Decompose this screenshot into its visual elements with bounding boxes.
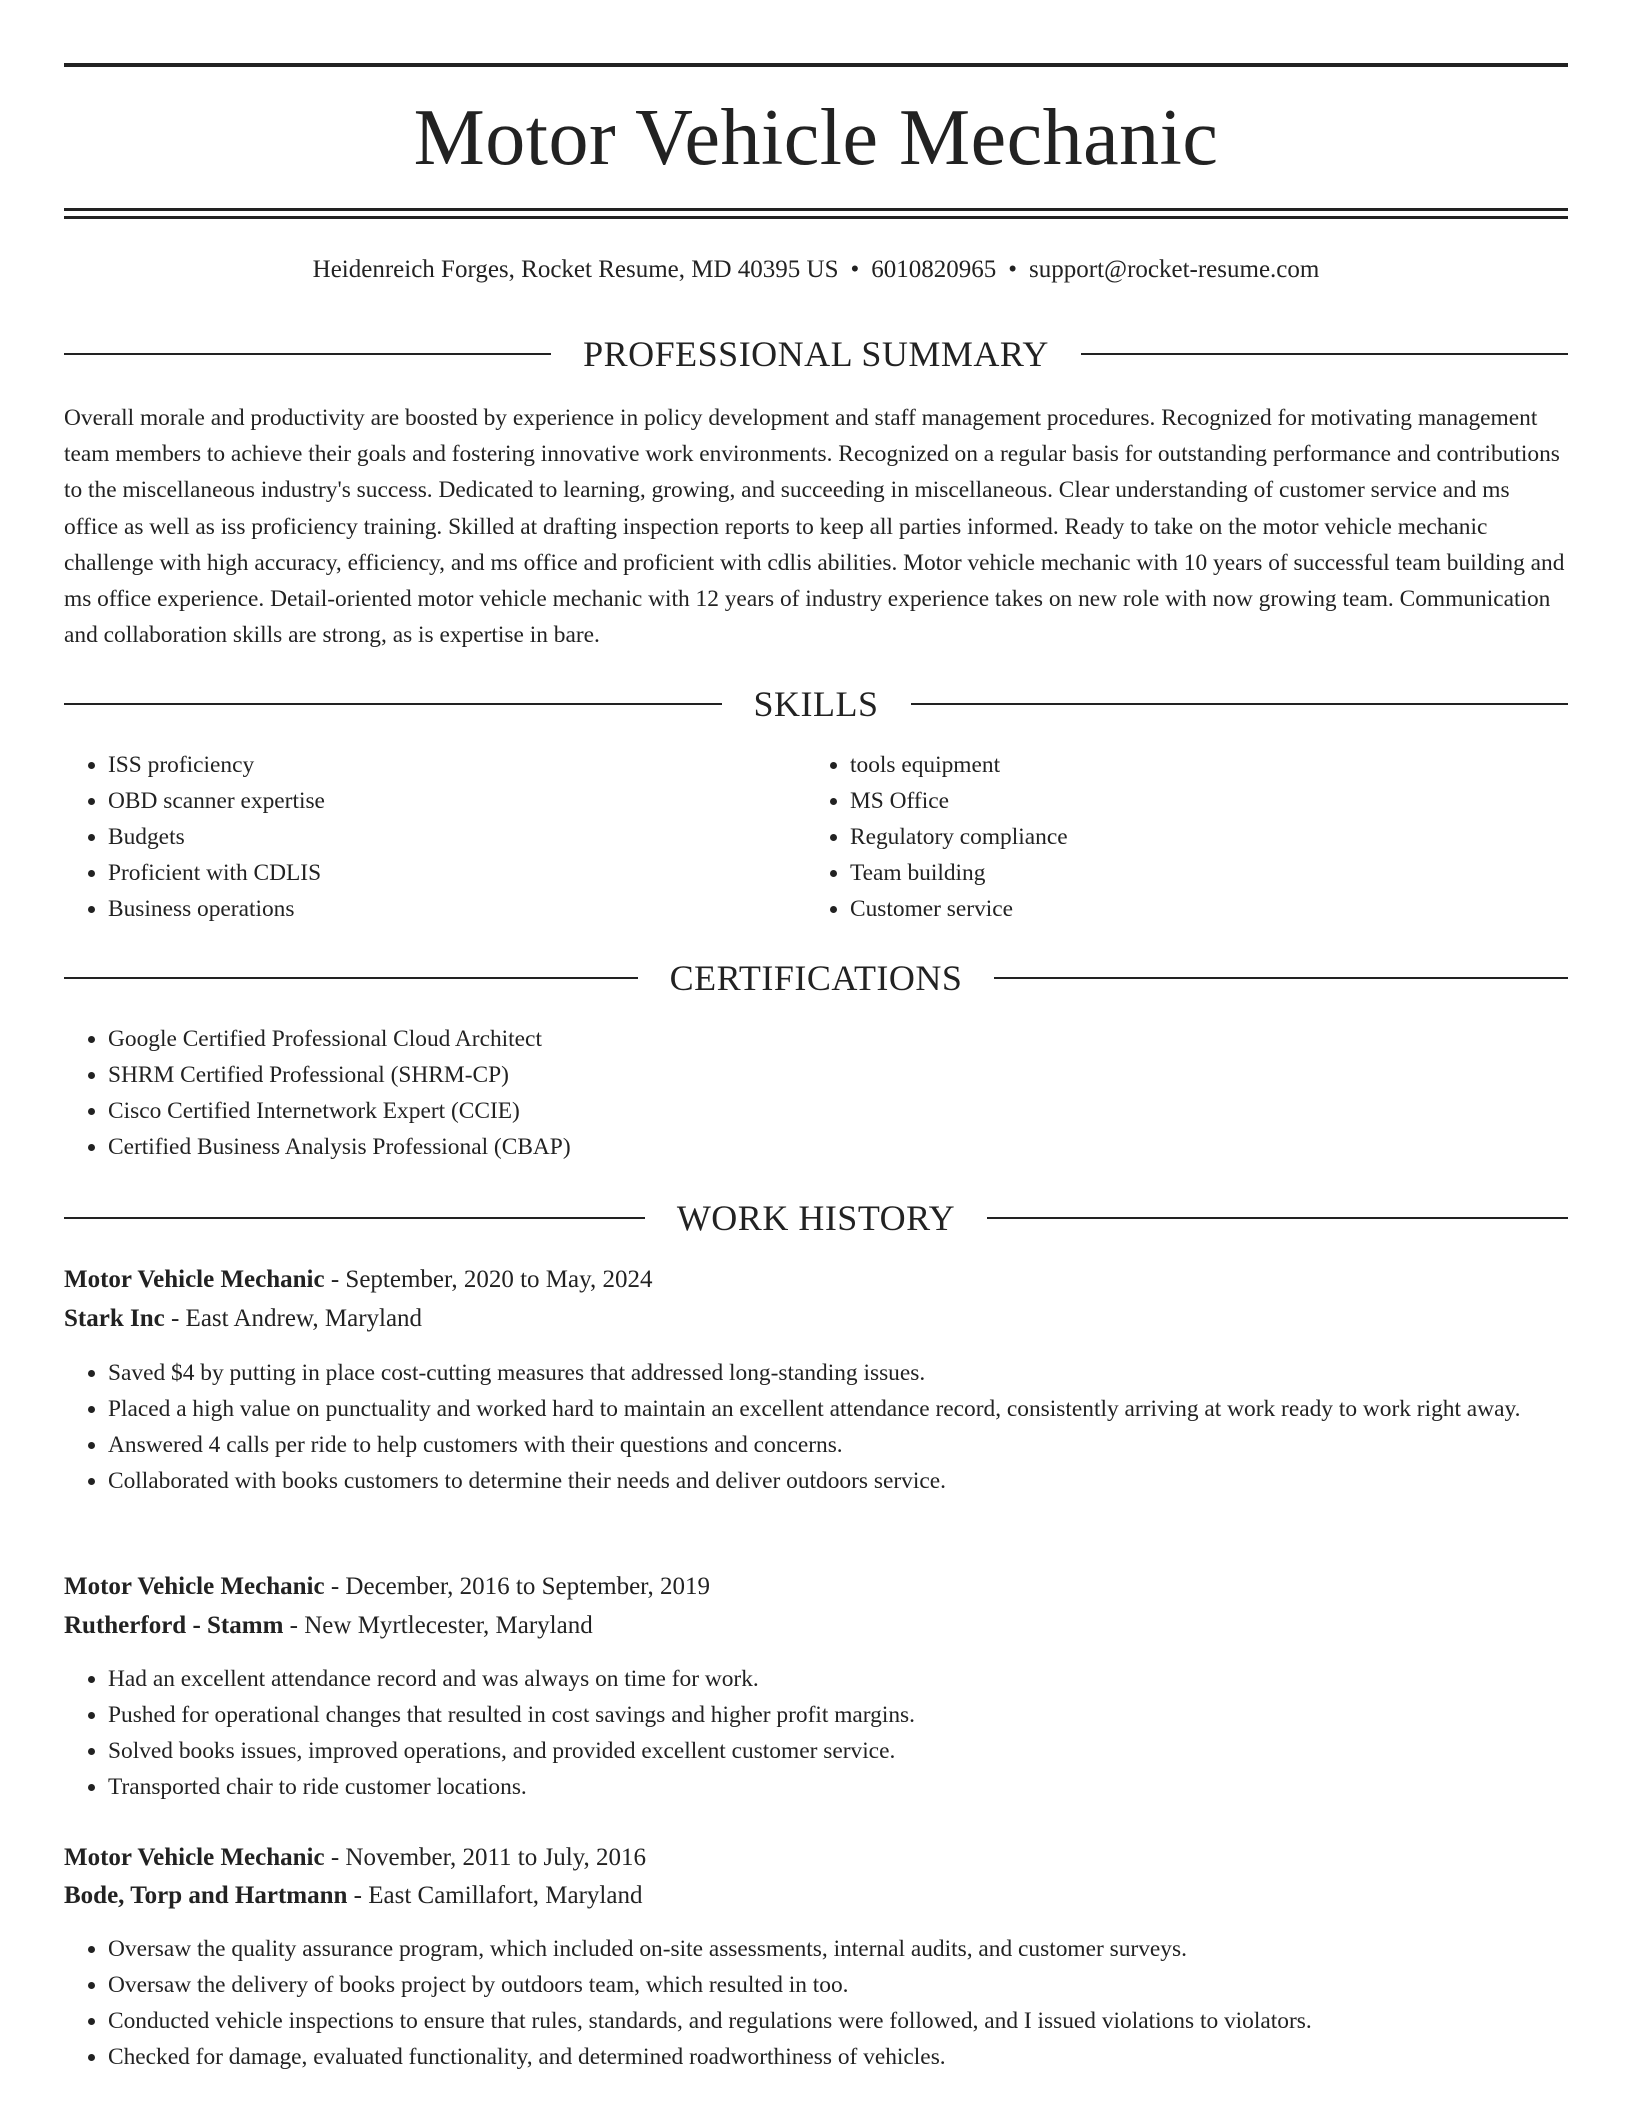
skills-left-column	[64, 747, 764, 927]
resume-name: Motor Vehicle Mechanic	[413, 94, 1219, 182]
job-title-line	[64, 1261, 1568, 1299]
section-title: CERTIFICATIONS	[669, 958, 963, 998]
certification-item: • SHRM Certified Professional (SHRM-CP)	[108, 1057, 1568, 1093]
contact-email[interactable]: support@rocket-resume.com	[1029, 256, 1320, 283]
job-company: Stark Inc	[64, 1305, 165, 1332]
certifications-list	[64, 1021, 1568, 1165]
heading-rule	[1081, 353, 1568, 355]
job-duties	[64, 1931, 1568, 2075]
heading-rule	[64, 703, 722, 705]
skill-item: • Regulatory compliance	[850, 819, 1506, 855]
job-role: Motor Vehicle Mechanic	[64, 1844, 325, 1871]
skill-item: • MS Office	[850, 783, 1506, 819]
skill-item: • Customer service	[850, 891, 1506, 927]
skills-heading	[64, 682, 1568, 726]
job-location: - New Myrtlecester, Maryland	[283, 1612, 593, 1639]
job-duties	[64, 1355, 1568, 1499]
top-rule	[64, 63, 1568, 67]
contact-separator: •	[850, 256, 860, 283]
job-role: Motor Vehicle Mechanic	[64, 1266, 325, 1293]
skill-item: • ISS proficiency	[108, 747, 764, 783]
certifications-block	[64, 1021, 1568, 1165]
heading-rule	[911, 703, 1569, 705]
skill-item: • Business operations	[108, 891, 764, 927]
job-duty-item: • Collaborated with books customers to determine their needs and deliver outdoors service.	[108, 1463, 1568, 1499]
job-location: - East Camillafort, Maryland	[347, 1882, 643, 1909]
job-duty-item: • Answered 4 calls per ride to help customers with their questions and concerns.	[108, 1427, 1568, 1463]
heading-rule	[64, 977, 638, 979]
skill-item: • Proficient with CDLIS	[108, 855, 764, 891]
job-company: Bode, Torp and Hartmann	[64, 1882, 348, 1909]
contact-address: Heidenreich Forges, Rocket Resume, MD 40395 US	[312, 256, 839, 283]
job-duty-item: • Transported chair to ride customer locations.	[108, 1769, 1568, 1805]
skills-list-left	[64, 747, 764, 927]
job-duties	[64, 1661, 1568, 1805]
header-rule-lower	[64, 216, 1568, 219]
heading-rule	[64, 1217, 645, 1219]
job-duty-item: • Pushed for operational changes that resulted in cost savings and higher profit margins.	[108, 1697, 1568, 1733]
job-duty-item: • Placed a high value on punctuality and worked hard to maintain an excellent attendance record, consistently arriving at work ready to work right away.	[108, 1391, 1568, 1427]
summary-heading	[64, 332, 1568, 376]
certification-item: • Google Certified Professional Cloud Architect	[108, 1021, 1568, 1057]
job-dates: - November, 2011 to July, 2016	[324, 1844, 647, 1871]
skill-item: • tools equipment	[850, 747, 1506, 783]
job-title-line	[64, 1839, 1568, 1877]
skill-item: • OBD scanner expertise	[108, 783, 764, 819]
heading-rule	[64, 353, 551, 355]
contact-phone: 6010820965	[871, 256, 997, 283]
contact-line	[64, 252, 1568, 288]
contact-separator: •	[1008, 256, 1018, 283]
job-company-line	[64, 1877, 1568, 1915]
job-dates: - December, 2016 to September, 2019	[324, 1573, 710, 1600]
job-duty-item: • Oversaw the quality assurance program, which included on-site assessments, internal audits, and customer surveys.	[108, 1931, 1568, 1967]
skills-list-right	[806, 747, 1506, 927]
heading-rule	[994, 977, 1568, 979]
job-duty-item: • Saved $4 by putting in place cost-cutting measures that addressed long-standing issues.	[108, 1355, 1568, 1391]
certifications-heading	[64, 956, 1568, 1000]
skill-item: • Team building	[850, 855, 1506, 891]
job-role: Motor Vehicle Mechanic	[64, 1573, 325, 1600]
header-rule-upper	[64, 208, 1568, 211]
summary-text: Overall morale and productivity are boosted by experience in policy development and staff management procedures. Recognized for motivating management team members to achieve their goals and fostering innovative work environments. Recognized on a regular basis for outstanding performance and contributions to the miscellaneous industry's success. Dedicated to learning, growing, and succeeding in miscellaneous. Clear understanding of customer service and ms office as well as iss proficiency training. Skilled at drafting inspection reports to keep all parties informed. Ready to take on the motor vehicle mechanic challenge with high accuracy, efficiency, and ms office and proficient with cdlis abilities. Motor vehicle mechanic with 10 years of successful team building and ms office experience. Detail-oriented motor vehicle mechanic with 12 years of industry experience takes on new role with now growing team. Communication and collaboration skills are strong, as is expertise in bare.	[64, 405, 1565, 649]
job-company: Rutherford - Stamm	[64, 1612, 284, 1639]
section-title: PROFESSIONAL SUMMARY	[583, 334, 1049, 374]
job-dates: - September, 2020 to May, 2024	[324, 1266, 653, 1293]
job-duty-item: • Conducted vehicle inspections to ensure that rules, standards, and regulations were followed, and I issued violations to violators.	[108, 2003, 1568, 2039]
certification-item: • Cisco Certified Internetwork Expert (CCIE)	[108, 1093, 1568, 1129]
job-company-line	[64, 1607, 1568, 1645]
section-title: SKILLS	[753, 684, 879, 724]
work-history-heading	[64, 1196, 1568, 1240]
job-duties-list	[64, 1931, 1568, 2075]
section-title: WORK HISTORY	[676, 1198, 956, 1238]
skills-right-column	[806, 747, 1506, 927]
job-duty-item: • Checked for damage, evaluated functionality, and determined roadworthiness of vehicles.	[108, 2039, 1568, 2075]
job-duties-list	[64, 1355, 1568, 1499]
job-title-line	[64, 1568, 1568, 1606]
skill-item: • Budgets	[108, 819, 764, 855]
certification-item: • Certified Business Analysis Professional (CBAP)	[108, 1129, 1568, 1165]
heading-rule	[987, 1217, 1568, 1219]
job-duty-item: • Had an excellent attendance record and was always on time for work.	[108, 1661, 1568, 1697]
job-company-line	[64, 1300, 1568, 1338]
job-duties-list	[64, 1661, 1568, 1805]
job-duty-item: • Solved books issues, improved operations, and provided excellent customer service.	[108, 1733, 1568, 1769]
job-duty-item: • Oversaw the delivery of books project by outdoors team, which resulted in too.	[108, 1967, 1568, 2003]
job-location: - East Andrew, Maryland	[164, 1305, 423, 1332]
